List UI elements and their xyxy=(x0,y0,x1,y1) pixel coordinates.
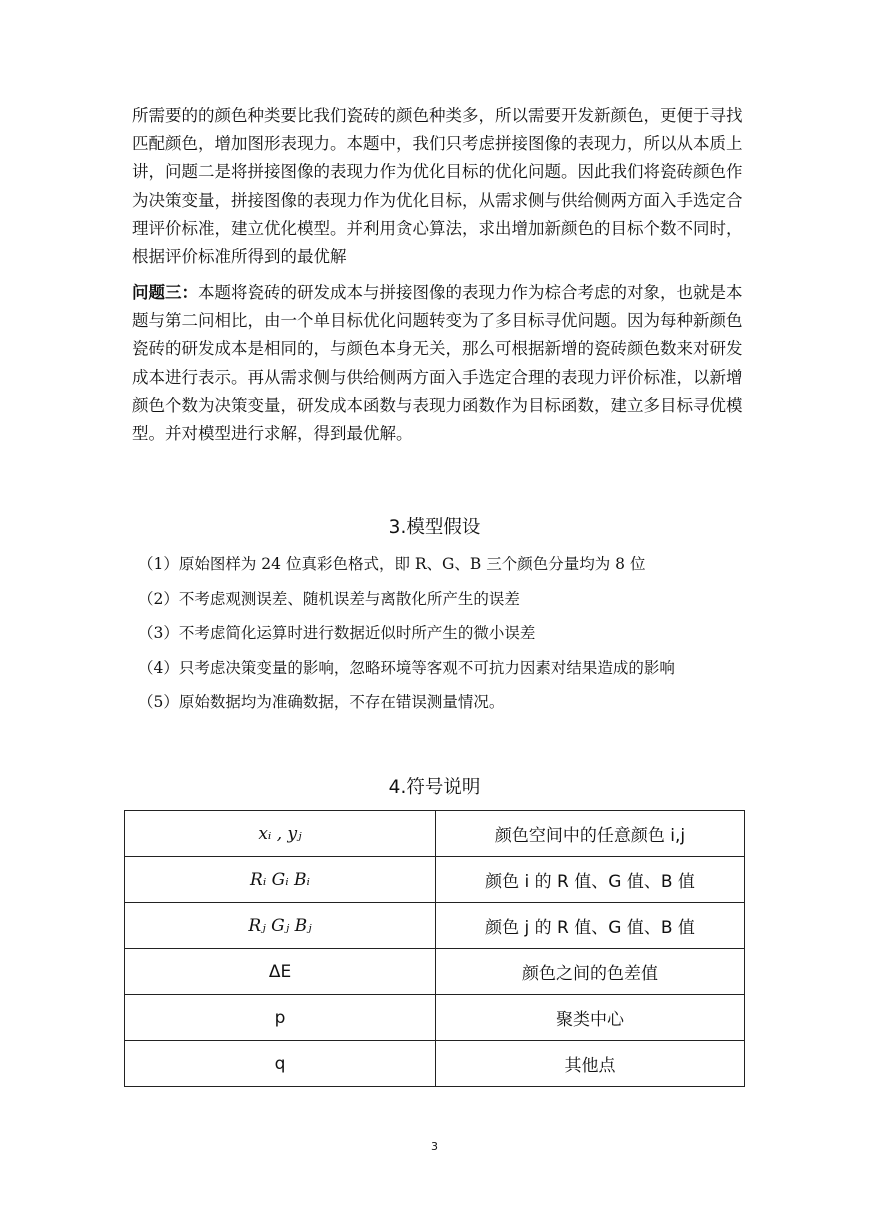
table-row xyxy=(125,1041,745,1087)
symbol-cell: Rⱼ Gⱼ Bⱼ xyxy=(125,903,436,949)
paragraph-problem3 xyxy=(132,279,744,448)
meaning-cell: 其他点 xyxy=(436,1041,745,1087)
assumption-list xyxy=(138,552,675,725)
symbol-table xyxy=(124,810,745,1087)
problem3-label: 问题三： xyxy=(132,283,198,302)
problem3-text: 本题将瓷砖的研发成本与拼接图像的表现力作为棕合考虑的对象，也就是本题与第二问相比，由一个单目标优化问题转变为了多目标寻优问题。因为每种新颜色瓷砖的研发成本是相同的，与颜色本身无关，那么可根据新增的瓷砖颜色数来对研发成本进行表示。再从需求侧与供给侧两方面入手选定合理的表现力评价标准，以新增颜色个数为决策变量，研发成本函数与表现力函数作为目标函数，建立多目标寻优模型。并对模型进行求解，得到最优解。 xyxy=(132,283,743,444)
table-row xyxy=(125,857,745,903)
section-heading-assumptions: 3.模型假设 xyxy=(388,517,481,538)
symbol-cell: Rᵢ Gᵢ Bᵢ xyxy=(125,857,436,903)
table-row xyxy=(125,995,745,1041)
meaning-cell: 颜色空间中的任意颜色 i,j xyxy=(436,811,745,857)
assumption-item: （3）不考虑简化运算时进行数据近似时所产生的微小误差 xyxy=(138,624,536,642)
table-row xyxy=(125,949,745,995)
meaning-cell: 颜色之间的色差值 xyxy=(436,949,745,995)
paragraph-problem2-continued: 所需要的的颜色种类要比我们瓷砖的颜色种类多，所以需要开发新颜色，更便于寻找匹配颜色，增加图形表现力。本题中，我们只考虑拼接图像的表现力，所以从本质上讲，问题二是将拼接图像的表现力作为优化目标的优化问题。因此我们将瓷砖颜色作为决策变量，拼接图像的表现力作为优化目标，从需求侧与供给侧两方面入手选定合理评价标准，建立优化模型。并利用贪心算法，求出增加新颜色的目标个数不同时，根据评价标准所得到的最优解 xyxy=(132,106,743,267)
assumption-item: （4）只考虑决策变量的影响，忽略环境等客观不可抗力因素对结果造成的影响 xyxy=(138,658,675,677)
symbol-cell: p xyxy=(125,995,436,1041)
page-number: 3 xyxy=(431,1140,438,1153)
assumption-item: （5）原始数据均为准确数据，不存在错误测量情况。 xyxy=(138,693,505,711)
table-row xyxy=(125,903,745,949)
meaning-cell: 颜色 i 的 R 值、G 值、B 值 xyxy=(436,857,745,903)
section-heading-symbols: 4.符号说明 xyxy=(388,777,481,798)
table-row xyxy=(125,811,745,857)
meaning-cell: 颜色 j 的 R 值、G 值、B 值 xyxy=(436,903,745,949)
assumption-item: （1）原始图样为 24 位真彩色格式，即 R、G、B 三个颜色分量均为 8 位 xyxy=(138,555,646,573)
symbol-cell: q xyxy=(125,1041,436,1087)
symbol-cell: xᵢ , yⱼ xyxy=(125,811,436,857)
assumption-item: （2）不考虑观测误差、随机误差与离散化所产生的误差 xyxy=(138,589,520,608)
meaning-cell: 聚类中心 xyxy=(436,995,745,1041)
symbol-cell: ΔE xyxy=(125,949,436,995)
